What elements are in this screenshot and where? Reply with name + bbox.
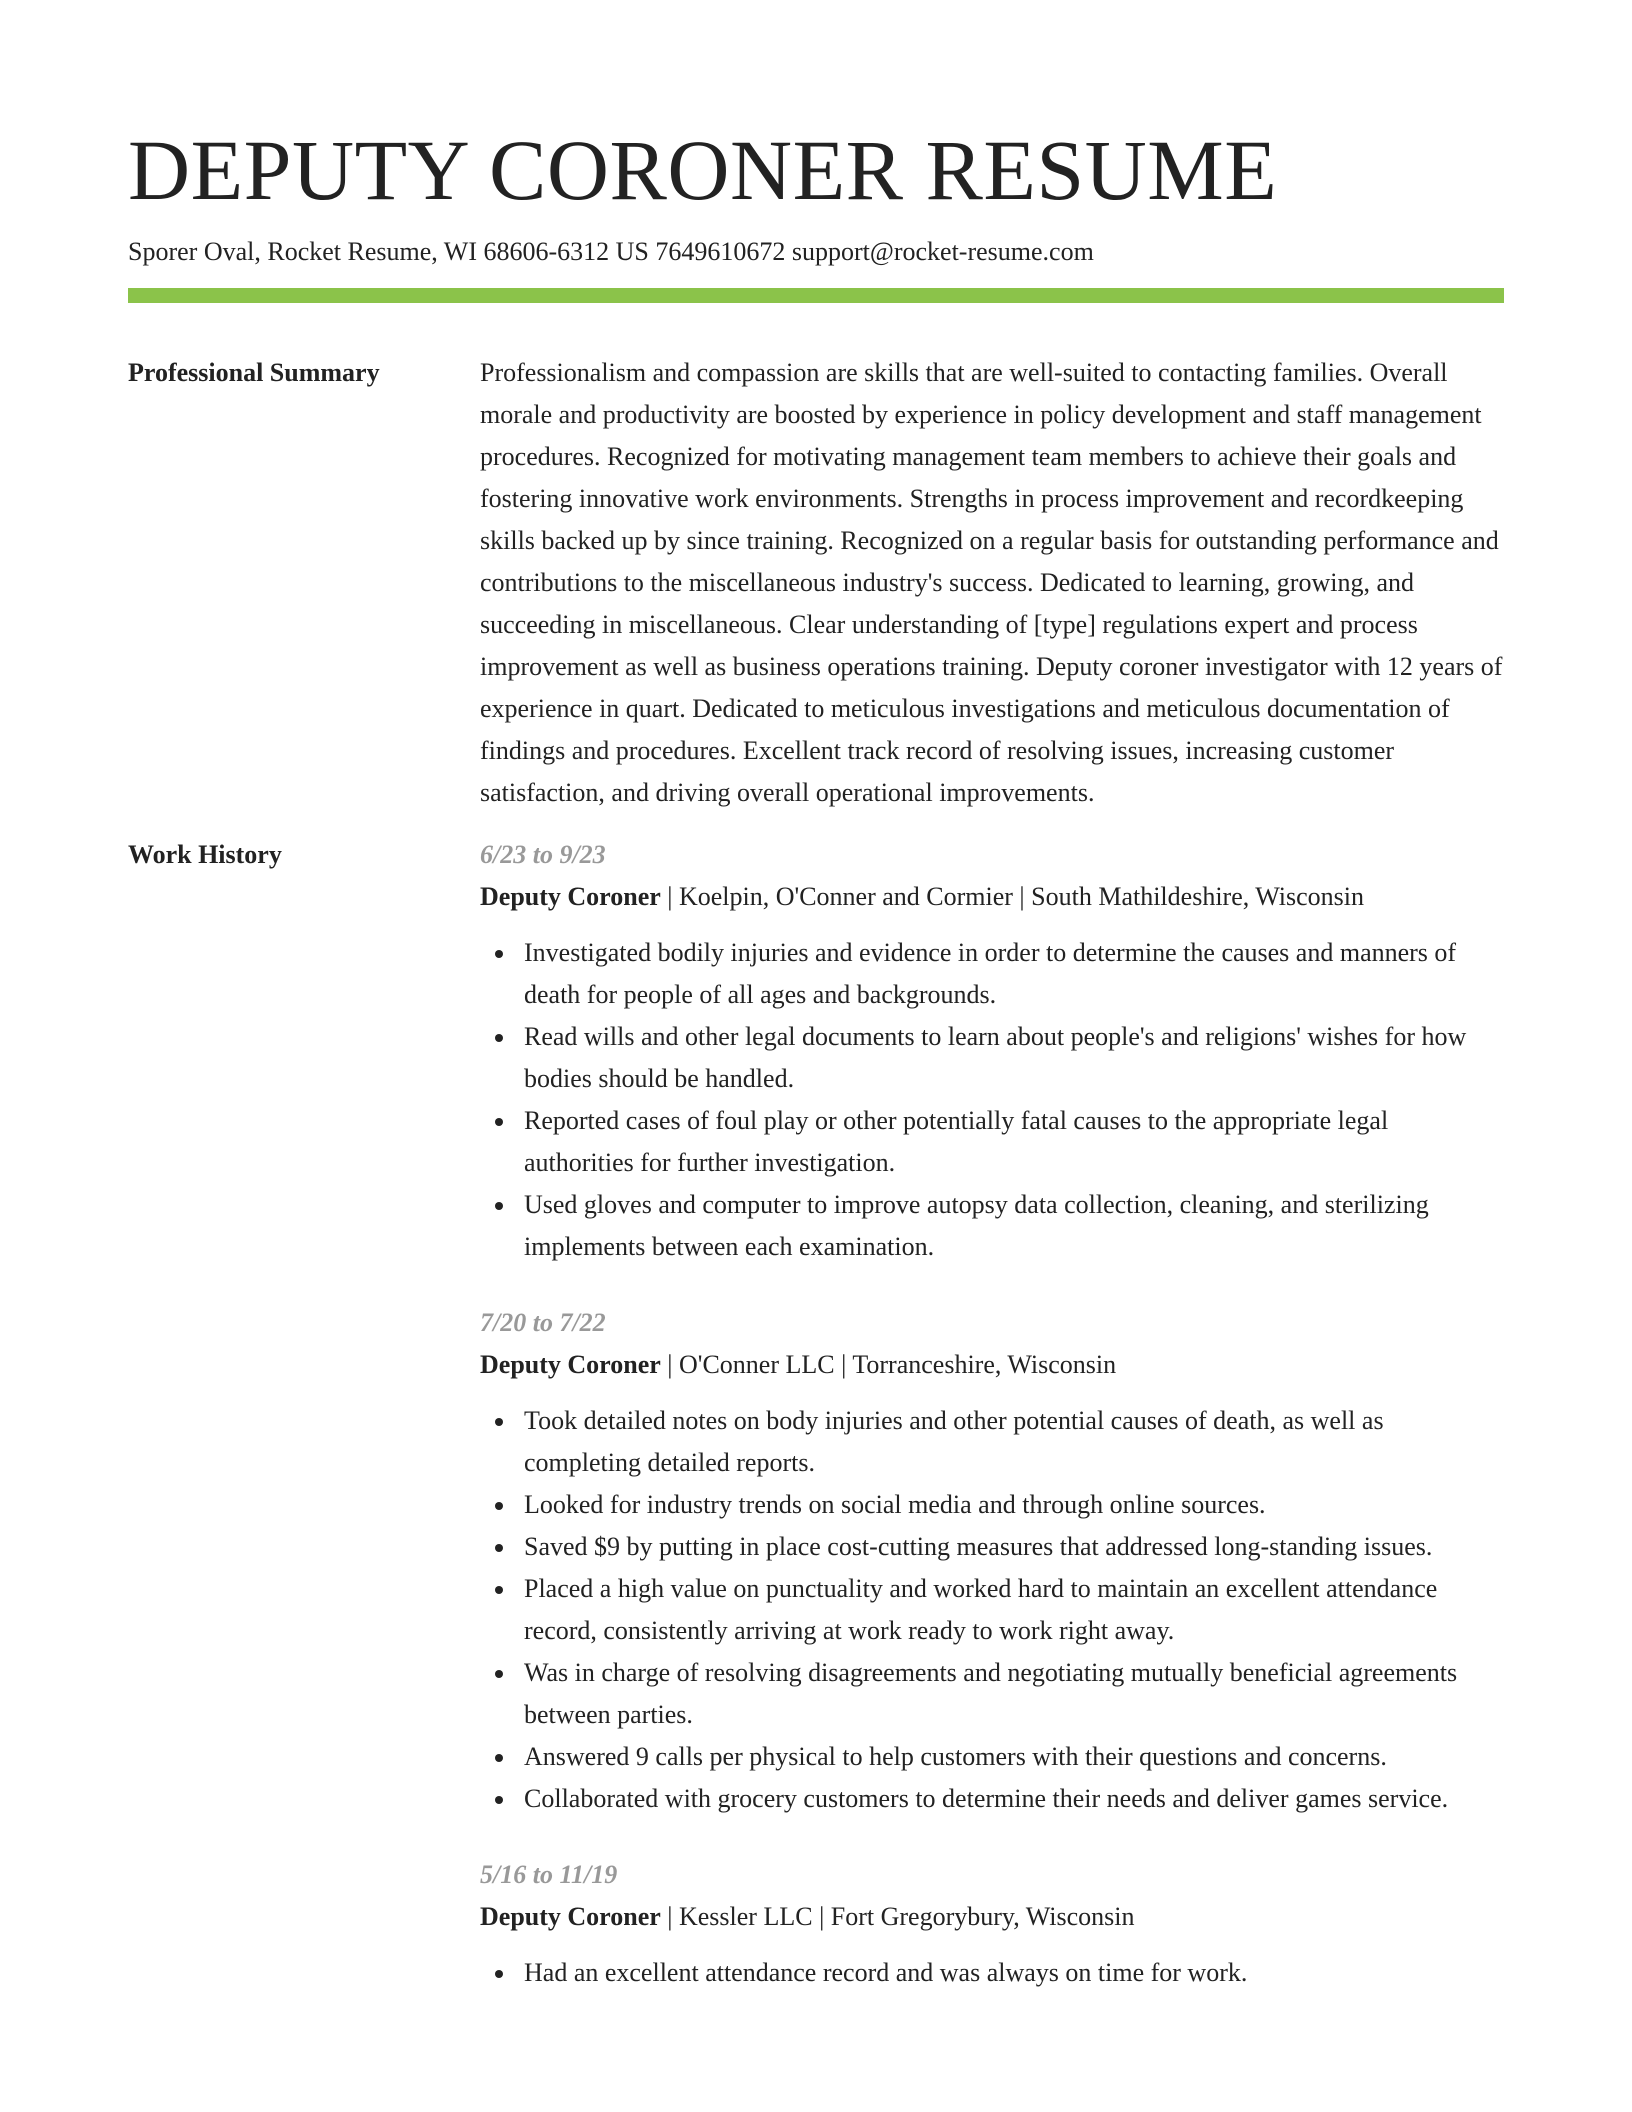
job-bullet: Collaborated with grocery customers to determine their needs and deliver games service.	[480, 1778, 1504, 1820]
job-employer-location: | Kessler LLC | Fort Gregorybury, Wisconsin	[660, 1902, 1135, 1931]
job-bullet: Read wills and other legal documents to learn about people's and religions' wishes for how bodies should be handled.	[480, 1016, 1504, 1100]
job-bullet: Looked for industry trends on social media and through online sources.	[480, 1484, 1504, 1526]
job-heading	[480, 876, 1504, 918]
job-bullet: Placed a high value on punctuality and worked hard to maintain an excellent attendance record, consistently arriving at work ready to work right away.	[480, 1568, 1504, 1652]
work-history-section	[128, 834, 1504, 2028]
contact-address: Sporer Oval, Rocket Resume, WI 68606-6312 US	[128, 237, 656, 266]
job-title: Deputy Coroner	[480, 1350, 661, 1379]
job-bullet: Answered 9 calls per physical to help customers with their questions and concerns.	[480, 1736, 1504, 1778]
accent-divider	[128, 288, 1504, 303]
job-dates: 7/20 to 7/22	[480, 1308, 606, 1337]
job-bullet: Reported cases of foul play or other potentially fatal causes to the appropriate legal authorities for further investigation.	[480, 1100, 1504, 1184]
job-bullet-list	[480, 1400, 1504, 1820]
resume-title: DEPUTY CORONER RESUME	[128, 122, 1278, 218]
job-entry	[480, 1854, 1504, 1994]
job-bullet: Took detailed notes on body injuries and other potential causes of death, as well as completing detailed reports.	[480, 1400, 1504, 1484]
summary-text: Professionalism and compassion are skills that are well-suited to contacting families. Overall morale and productivity are boosted by experience in policy development and staff management procedures. Recognized for motivating management team members to achieve their goals and fostering innovative work environments. Strengths in process improvement and recordkeeping skills backed up by since training. Recognized on a regular basis for outstanding performance and contributions to the miscellaneous industry's success. Dedicated to learning, growing, and succeeding in miscellaneous. Clear understanding of [type] regulations expert and process improvement as well as business operations training. Deputy coroner investigator with 12 years of experience in quart. Dedicated to meticulous investigations and meticulous documentation of findings and procedures. Excellent track record of resolving issues, increasing customer satisfaction, and driving overall operational improvements.	[480, 358, 1503, 807]
job-bullet-list	[480, 932, 1504, 1268]
job-entry	[480, 1302, 1504, 1820]
job-bullet: Used gloves and computer to improve autopsy data collection, cleaning, and sterilizing implements between each examination.	[480, 1184, 1504, 1268]
job-bullet-list	[480, 1952, 1504, 1994]
resume-page	[128, 118, 1504, 2028]
contact-phone: 7649610672	[655, 237, 792, 266]
professional-summary-section	[128, 352, 1504, 814]
job-dates: 6/23 to 9/23	[480, 840, 606, 869]
job-title: Deputy Coroner	[480, 882, 661, 911]
job-employer-location: | O'Conner LLC | Torranceshire, Wisconsin	[660, 1350, 1117, 1379]
job-bullet: Investigated bodily injuries and evidence in order to determine the causes and manners of death for people of all ages and backgrounds.	[480, 932, 1504, 1016]
contact-email: support@rocket-resume.com	[791, 237, 1094, 266]
job-heading	[480, 1896, 1504, 1938]
job-list	[480, 834, 1504, 2028]
job-bullet: Had an excellent attendance record and was always on time for work.	[480, 1952, 1504, 1994]
job-bullet: Was in charge of resolving disagreements and negotiating mutually beneficial agreements between parties.	[480, 1652, 1504, 1736]
job-title: Deputy Coroner	[480, 1902, 661, 1931]
job-entry	[480, 834, 1504, 1268]
job-bullet: Saved $9 by putting in place cost-cutting measures that addressed long-standing issues.	[480, 1526, 1504, 1568]
job-employer-location: | Koelpin, O'Conner and Cormier | South Mathildeshire, Wisconsin	[660, 882, 1364, 911]
job-heading	[480, 1344, 1504, 1386]
section-label-work: Work History	[128, 840, 282, 869]
section-label-summary: Professional Summary	[128, 358, 380, 387]
contact-line	[128, 234, 1504, 270]
job-dates: 5/16 to 11/19	[480, 1860, 618, 1889]
